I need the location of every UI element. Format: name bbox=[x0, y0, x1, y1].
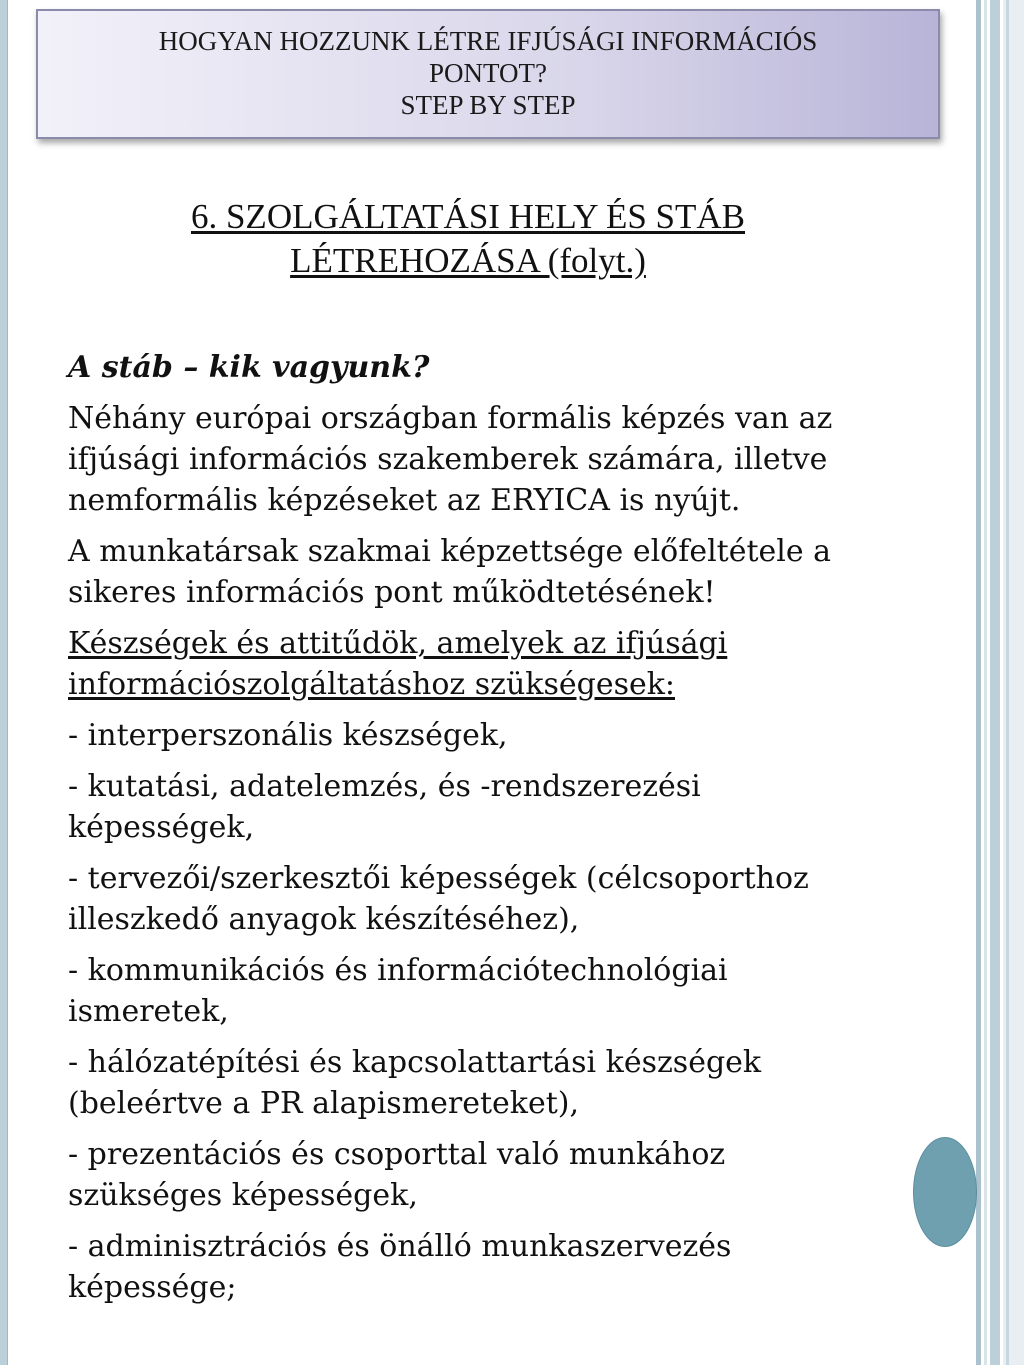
list-item: - prezentációs és csoporttal való munkához szükséges képességek, bbox=[68, 1137, 726, 1213]
slide-body bbox=[68, 195, 868, 1308]
list-item: - kutatási, adatelemzés, és -rendszerezési képességek, bbox=[68, 769, 701, 845]
list-item: - interperszonális készségek, bbox=[68, 718, 508, 753]
header-line-1: HOGYAN HOZZUNK LÉTRE IFJÚSÁGI INFORMÁCIÓS bbox=[158, 26, 818, 56]
skills-heading: Készségek és attitűdök, amelyek az ifjúsági információszolgáltatáshoz szükségesek: bbox=[68, 626, 728, 702]
paragraph-qualification: A munkatársak szakmai képzettsége előfeltétele a sikeres információs pont működtetésének! bbox=[68, 534, 832, 610]
right-decor-stripe bbox=[976, 0, 981, 1365]
slide-title-line-2: LÉTREHOZÁSA (folyt.) bbox=[290, 241, 646, 280]
section-subtitle: A stáb – kik vagyunk? bbox=[68, 350, 430, 385]
slide-title bbox=[68, 195, 868, 283]
right-decor-stripe bbox=[990, 0, 1000, 1365]
header-line-2: PONTOT? bbox=[429, 58, 547, 88]
decorative-circle bbox=[913, 1137, 977, 1247]
list-item: - adminisztrációs és önálló munkaszervezés képessége; bbox=[68, 1229, 732, 1305]
right-decor-stripe bbox=[1006, 0, 1009, 1365]
header-banner bbox=[36, 9, 940, 139]
list-item: - kommunikációs és információtechnológiai ismeretek, bbox=[68, 953, 728, 1029]
list-item: - hálózatépítési és kapcsolattartási készségek (beleértve a PR alapismereteket), bbox=[68, 1045, 762, 1121]
right-decor-stripe bbox=[984, 0, 987, 1365]
list-item: - tervezői/szerkesztői képességek (célcsoporthoz illeszkedő anyagok készítéséhez), bbox=[68, 861, 809, 937]
header-line-3: STEP BY STEP bbox=[400, 90, 576, 120]
left-edge-stripe bbox=[0, 0, 8, 1365]
skills-list bbox=[68, 715, 868, 1308]
slide-title-line-1: 6. SZOLGÁLTATÁSI HELY ÉS STÁB bbox=[190, 197, 746, 236]
paragraph-training: Néhány európai országban formális képzés van az ifjúsági információs szakemberek számára, illetve nemformális képzéseket az ERYICA is nyújt. bbox=[68, 401, 833, 518]
